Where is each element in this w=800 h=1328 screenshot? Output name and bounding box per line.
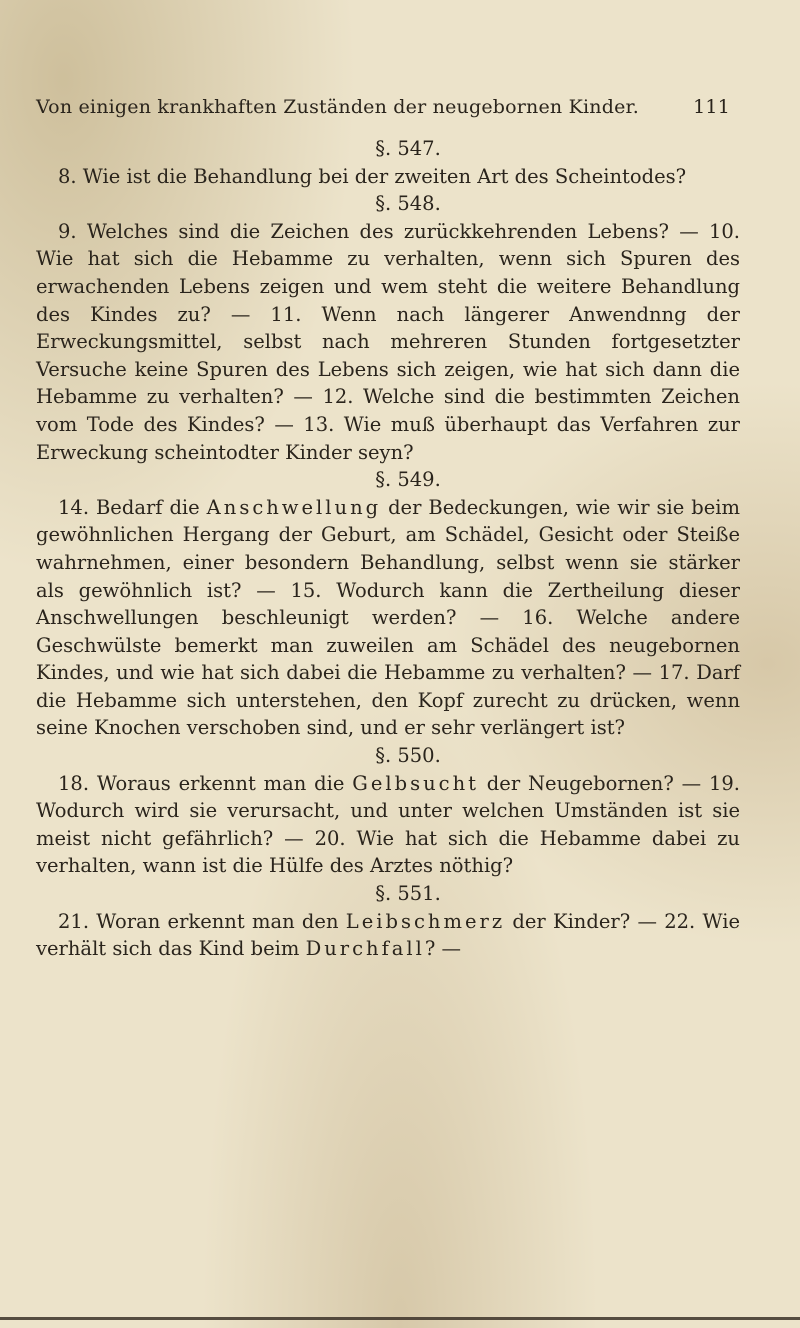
question-paragraph: 9. Welches sind die Zeichen des zurückkehrenden Lebens? — 10. Wie hat sich die Hebamme zu verhalten, wenn sich Spuren des erwachenden Lebens zeigen und wem steht die weitere Behandlung des Kindes zu? — 11. Wenn nach längerer Anwendnng der Erweckungsmittel, selbst nach mehreren Stunden fortgesetzter Versuche keine Spuren des Lebens sich zeigen, wie hat sich dann die Hebamme zu verhalten? — 12. Welche sind die bestimmten Zeichen vom Tode des Kindes? — 13. Wie muß überhaupt das Verfahren zur Erweckung scheintodter Kinder seyn?	[36, 219, 740, 464]
text-run: der Neugebornen? — 19. Wodurch wird sie verursacht, und unter welchen Umständen ist sie meist nicht gefährlich? — 20. Wie hat sich die Hebamme dabei zu verhalten, wann ist die Hülfe des Arztes nöthig?	[36, 771, 740, 878]
section-551	[36, 880, 740, 963]
section-548	[36, 190, 740, 466]
question-paragraph: 8. Wie ist die Behandlung bei der zweiten Art des Scheintodes?	[58, 164, 687, 188]
text-run: 21. Woran erkennt man den	[58, 909, 346, 933]
spaced-term: Durchfall	[305, 937, 425, 961]
question-paragraph	[36, 908, 740, 963]
text-run: 18. Woraus erkennt man die	[58, 771, 353, 795]
section-heading: §. 547.	[375, 137, 441, 160]
question-paragraph	[36, 494, 740, 742]
page-body	[36, 135, 740, 963]
text-run: der Bedeckungen, wie wir sie beim gewöhnlichen Hergang der Geburt, am Schädel, Gesicht oder Steiße wahrnehmen, einer besondern Behandlung, selbst wenn sie stärker als gewöhnlich ist? — 15. Wodurch kann die Zertheilung dieser Anschwellungen beschleunigt werden? — 16. Welche andere Geschwülste bemerkt man zuweilen am Schädel des neugebornen Kindes, und wie hat sich dabei die Hebamme zu verhalten? — 17. Darf die Hebamme sich unterstehen, den Kopf zurecht zu drücken, wenn seine Knochen verschoben sind, und er sehr verlängert ist?	[36, 495, 740, 740]
question-paragraph	[36, 770, 740, 880]
text-run: 14. Bedarf die	[58, 495, 207, 519]
running-header	[36, 96, 730, 118]
section-heading: §. 551.	[375, 882, 441, 906]
spaced-term: Leibschmerz	[345, 909, 506, 933]
spaced-term: Anschwellung	[206, 495, 382, 519]
spaced-term: Gelbsucht	[352, 771, 479, 795]
page-edge-rule	[0, 1317, 800, 1320]
text-run: der Kinder? — 22. Wie verhält sich das Kind beim	[36, 909, 740, 961]
section-550	[36, 742, 740, 880]
section-heading: §. 549.	[375, 468, 441, 492]
running-title: Von einigen krankhaften Zuständen der neugebornen Kinder.	[36, 96, 639, 118]
section-heading: §. 548.	[375, 192, 441, 216]
section-heading: §. 550.	[375, 744, 441, 768]
section-549	[36, 466, 740, 742]
text-run: ? —	[424, 937, 462, 961]
section-547	[36, 135, 740, 190]
page-number: 111	[693, 96, 730, 118]
